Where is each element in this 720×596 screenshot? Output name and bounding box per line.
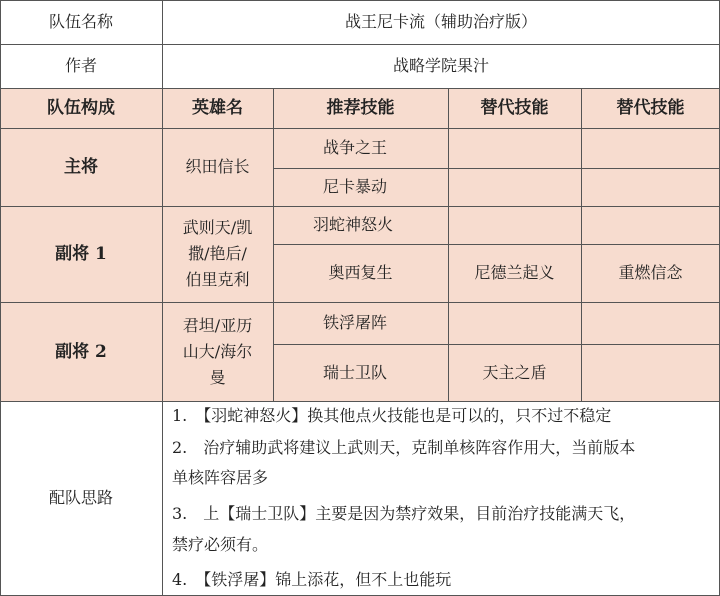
- vice-general-1-hero-line: 撒/艳后/: [188, 244, 247, 263]
- author-value: 战略学院果汁: [392, 56, 489, 75]
- note-line: 3. 上【瑞士卫队】主要是因为禁疗效果，目前治疗技能满天飞，: [172, 504, 636, 523]
- grid-line: [0, 0, 1, 596]
- note-line: 2. 治疗辅助武将建议上武则天，克制单核阵容作用大，当前版本: [172, 438, 636, 457]
- header-alt-skill-1: 替代技能: [480, 98, 549, 118]
- grid-line: [0, 302, 720, 303]
- note-line: 4. 【铁浮屠】锦上添花，但不上也能玩: [172, 570, 452, 589]
- vice-general-1-skill-2: 奥西复生: [328, 263, 393, 282]
- vice-general-1-hero-line: 武则天/凯: [182, 218, 253, 237]
- note-line: 单核阵容居多: [172, 468, 269, 487]
- main-general-role: 主将: [64, 157, 98, 177]
- notes-content: [162, 401, 718, 595]
- grid-line: [273, 88, 274, 401]
- header-composition: 队伍构成: [47, 98, 115, 118]
- note-line: 1. 【羽蛇神怒火】换其他点火技能也是可以的，只不过不稳定: [172, 406, 612, 425]
- vice-general-1-hero-line: 伯里克利: [185, 270, 250, 289]
- vice-general-1-skill-1: 羽蛇神怒火: [313, 215, 394, 234]
- grid-line: [162, 0, 163, 596]
- grid-line: [273, 344, 720, 345]
- vice-general-2-skill-2: 瑞士卫队: [323, 362, 388, 382]
- vice-general-2-alt-1: 天主之盾: [482, 362, 547, 382]
- author-label: 作者: [64, 56, 97, 75]
- grid-line: [581, 88, 582, 401]
- grid-line: [0, 44, 720, 45]
- team-name-label: 队伍名称: [48, 12, 113, 31]
- vice-general-2-hero-line: 君坦/亚历: [182, 315, 253, 335]
- grid-line: [0, 401, 720, 402]
- vice-general-1-alt-1: 尼德兰起义: [474, 263, 555, 282]
- grid-line: [273, 244, 720, 245]
- vice-general-1-role: 副将 1: [55, 244, 107, 264]
- grid-line: [0, 0, 720, 1]
- vice-general-2-hero-line: 山大/海尔: [182, 341, 253, 361]
- note-line: 禁疗必须有。: [172, 535, 269, 554]
- main-general-skill-1: 战争之王: [323, 138, 388, 157]
- grid-line: [0, 128, 720, 129]
- header-recommended-skill: 推荐技能: [326, 98, 395, 118]
- grid-line: [273, 168, 720, 169]
- vice-general-2-hero-line: 曼: [209, 367, 226, 387]
- header-hero: 英雄名: [192, 98, 243, 118]
- grid-line: [0, 206, 720, 207]
- vice-general-2-role: 副将 2: [55, 341, 107, 362]
- main-general-hero: 织田信长: [185, 157, 250, 176]
- team-name-value: 战王尼卡流（辅助治疗版）: [344, 12, 537, 31]
- vice-general-2-skill-1: 铁浮屠阵: [323, 313, 388, 332]
- notes-label: 配队思路: [48, 488, 113, 507]
- header-alt-skill-2: 替代技能: [616, 98, 685, 118]
- vice-general-1-alt-2: 重燃信念: [618, 263, 683, 282]
- vice-general-2-hero: [162, 302, 273, 401]
- grid-line: [448, 88, 449, 401]
- main-general-skill-2: 尼卡暴动: [323, 177, 388, 196]
- vice-general-1-hero: [162, 206, 273, 302]
- grid-line: [0, 88, 720, 89]
